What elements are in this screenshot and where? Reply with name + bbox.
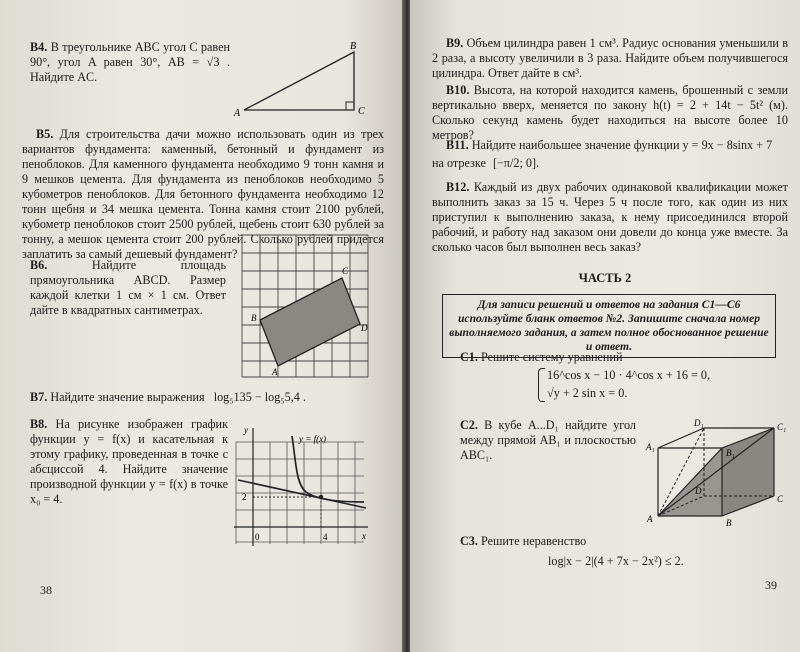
page-number-right: 39 [765, 578, 777, 592]
cube-figure [642, 416, 794, 534]
rect-label-d: D [361, 323, 368, 333]
problem-b9-text: Объем цилиндра равен 1 см³. Радиус основания уменьшили в 2 раза, а высоту увеличили в 3 раза. Найдите объем получившегося цилиндра. Ответ дайте в см³. [432, 36, 789, 80]
problem-b4-label: В4. [30, 40, 48, 54]
problem-b10-label: В10. [446, 83, 470, 97]
system-equation-2: √y + 2 sin x = 0. [547, 386, 628, 400]
problem-b12 [432, 180, 788, 255]
problem-c1 [460, 350, 760, 365]
problem-c3 [460, 534, 760, 549]
problem-b11-label: В11. [446, 138, 469, 152]
cube-label-c1: C₁ [777, 422, 787, 432]
instruction-box: Для записи решений и ответов на задания С1—С6 используйте бланк ответов №2. Запишите сначала номер выполняемого задания, а затем полное обоснованное решение и ответ. [442, 294, 776, 358]
cube-label-c: C [777, 494, 784, 504]
problem-b9 [432, 36, 788, 81]
rect-label-b: B [251, 313, 257, 323]
system-brace [538, 368, 545, 402]
problem-c2 [460, 418, 636, 463]
problem-c2-text: В кубе A...D₁ найдите угол между прямой AB₁ и плоскостью ABC₁. [460, 418, 637, 462]
problem-b8 [30, 417, 228, 507]
tri-label-b: B [350, 41, 357, 52]
part-2-heading: ЧАСТЬ 2 [578, 271, 632, 285]
problem-c3-text: Решите неравенство [481, 534, 587, 548]
problem-b11 [432, 138, 788, 153]
problem-b10-text: Высота, на которой находится камень, брошенный с земли вертикально вверх, меняется по закону h(t) = 2 + 14t − 5t² (м). Сколько секунд камень будет находиться на высоте более 10 метров? [432, 83, 788, 142]
problem-b10 [432, 83, 788, 143]
system-equation-1: 16^cos x − 10 · 4^cos x + 16 = 0, [547, 368, 711, 382]
problem-b11-interval: [−π/2; 0]. [492, 156, 540, 170]
cube-label-d1: D₁ [694, 418, 704, 428]
cube-label-a1: A₁ [646, 442, 655, 452]
graph-label-func: y = f(x) [299, 434, 327, 444]
tri-label-c: C [358, 106, 365, 117]
problem-b5-label: В5. [36, 127, 54, 141]
tri-label-a: A [234, 108, 241, 119]
problem-b8-label: В8. [30, 417, 48, 431]
problem-b11-line2 [432, 156, 788, 171]
right-page [410, 0, 800, 652]
cube-label-b1: B₁ [726, 448, 735, 458]
problem-c1-text: Решите систему уравнений [481, 350, 623, 364]
problem-b6-label: В6. [30, 258, 48, 272]
triangle-figure [232, 40, 372, 120]
graph-label-x: x [362, 531, 366, 541]
problem-b12-label: В12. [446, 180, 470, 194]
cube-label-b: B [726, 518, 732, 528]
problem-b5-text: Для строительства дачи можно использовать один из трех вариантов фундамента: каменный, бетонный и фундамент из пеноблоков. Для каменного фундамента необходимо 9 тонн камня и 9 мешков цемента. Для фундамента из пеноблоков необходимо 5 кубометров пеноблоков. Для бетонного фундамента необходимо 12 тонн щебня и 34 мешка цемента. Тонна камня стоит 2100 рублей, кубометр пеноблоков стоит 2500 рублей, щебень стоит 630 рублей за тонну, а мешок цемента стоит 200 рублей. Сколько рублей придется заплатить за самый дешевый фундамент? [22, 127, 385, 261]
graph-label-y: y [244, 425, 248, 435]
problem-b12-text: Каждый из двух рабочих одинаковой квалификации может выполнить заказ за 15 ч. Через 5 ч после того, как один из них приступил к выполнению заказа, к нему присоединился второй рабочий, и работу над заказом они довели до конца уже вместе. За сколько часов был выполнен весь заказ? [432, 180, 788, 254]
graph-label-zero: 0 [255, 532, 260, 542]
rectangle-grid-figure [238, 232, 372, 380]
problem-c3-expression: log|x − 2|(4 + 7x − 2x²) ≤ 2. [548, 554, 684, 568]
problem-b6 [30, 258, 226, 318]
rect-label-a: A [272, 367, 278, 377]
graph-label-two: 2 [242, 492, 247, 502]
cube-label-a: A [647, 514, 653, 524]
rect-label-c: C [342, 266, 349, 276]
graph-label-four: 4 [323, 532, 328, 542]
problem-b8-text: На рисунке изображен график функции y = f(x) и касательная к этому графику, проведенная в точке с абсциссой 4. Найдите значение производной функции y = f(x) в точке x₀ = 4. [30, 417, 228, 506]
problem-b11-text2: на отрезке [432, 156, 486, 170]
problem-c2-label: С2. [460, 418, 478, 432]
problem-b4-text: В треугольнике ABC угол C равен 90°, угол A равен 30°, AB = √3 . Найдите AC. [30, 40, 230, 84]
problem-b11-text: Найдите наибольшее значение функции y = 9x − 8sinx + 7 [471, 138, 773, 152]
problem-b7-label: В7. [30, 390, 48, 404]
problem-b6-text: Найдите площадь прямоугольника ABCD. Размер каждой клетки 1 см × 1 см. Ответ дайте в квадратных сантиметрах. [30, 258, 226, 317]
problem-b7-text: Найдите значение выражения [50, 390, 205, 404]
page-number-left: 38 [40, 583, 52, 597]
problem-c3-label: С3. [460, 534, 478, 548]
function-graph-figure [232, 422, 372, 550]
problem-b7-expression: log₅135 − log₅5,4 . [213, 390, 306, 404]
problem-b7 [30, 390, 380, 405]
problem-b9-label: В9. [446, 36, 464, 50]
problem-c1-label: С1. [460, 350, 478, 364]
cube-label-d: D [695, 486, 702, 496]
problem-b4 [30, 40, 230, 85]
